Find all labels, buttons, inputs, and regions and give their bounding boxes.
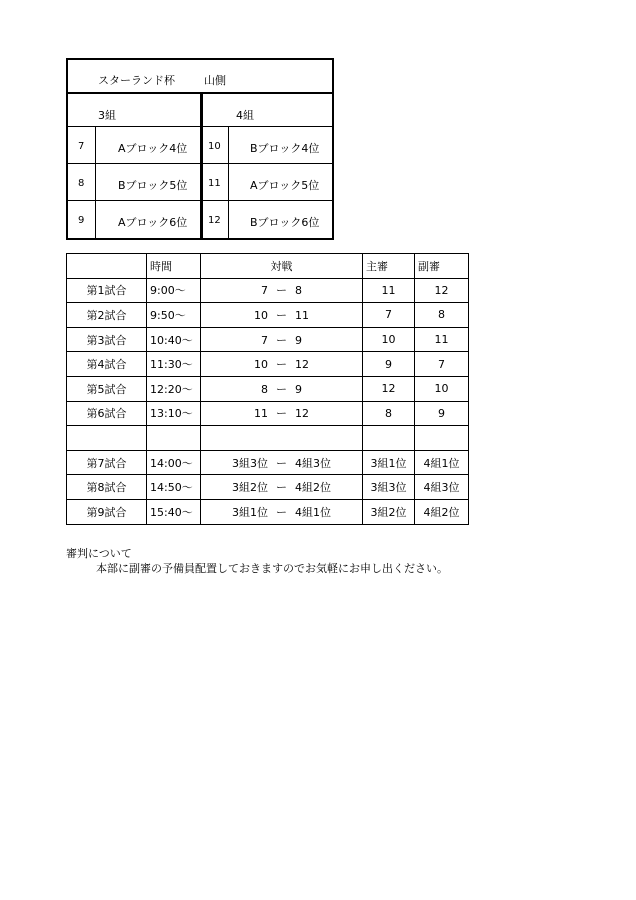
versus-dash: ー [276,481,287,495]
versus-dash: ー [276,407,287,421]
sub-referee: 8 [415,303,469,328]
game-label [67,426,147,451]
game-label: 第4試合 [67,352,147,377]
group-4-label: 4組 [236,109,254,122]
start-time: 11:30～ [147,352,201,377]
team-number: 8 [78,178,85,189]
schedule-row [67,278,469,303]
sub-referee: 12 [415,278,469,303]
game-label: 第5試合 [67,376,147,401]
team-a: 7 [261,333,268,347]
sub-referee: 7 [415,352,469,377]
main-referee [363,426,415,451]
team-number: 9 [78,215,85,226]
team-a: 3組2位 [232,481,268,495]
start-time [147,426,201,451]
start-time: 9:00～ [147,278,201,303]
side-label: 山側 [204,74,226,87]
matchup [201,401,363,426]
start-time: 14:00～ [147,450,201,475]
versus-dash: ー [276,358,287,372]
team-a: 3組1位 [232,505,268,519]
block-rank: Bブロック4位 [250,142,320,155]
start-time: 13:10～ [147,401,201,426]
schedule-row [67,303,469,328]
matchup [201,376,363,401]
match-schedule-table [66,253,469,525]
game-label: 第2試合 [67,303,147,328]
group-assignment-table [66,58,334,240]
block-row [68,201,332,238]
game-label: 第1試合 [67,278,147,303]
team-a: 10 [254,308,268,322]
game-label: 第8試合 [67,475,147,500]
team-b: 4組3位 [295,456,331,470]
referee-note-heading: 審判について [66,547,132,560]
schedule-row [67,352,469,377]
referee-note-body: 本部に副審の予備員配置しておきますのでお気軽にお申し出ください。 [96,562,448,575]
matchup [201,475,363,500]
matchup [201,450,363,475]
sub-referee: 4組3位 [415,475,469,500]
sub-referee: 10 [415,376,469,401]
team-number: 12 [208,215,221,226]
team-a: 10 [254,358,268,372]
block-rank: Aブロック5位 [250,179,320,192]
main-referee: 3組2位 [363,499,415,524]
header-sub-referee: 副審 [415,254,469,279]
block-row [68,127,332,164]
block-rank: Aブロック6位 [118,216,188,229]
start-time: 10:40～ [147,327,201,352]
main-referee: 10 [363,327,415,352]
game-label: 第9試合 [67,499,147,524]
main-referee: 11 [363,278,415,303]
main-referee: 12 [363,376,415,401]
team-number: 11 [208,178,221,189]
team-number: 7 [78,141,85,152]
team-a: 11 [254,407,268,421]
title-row [68,60,332,94]
team-a: 3組3位 [232,456,268,470]
main-referee: 9 [363,352,415,377]
team-number: 10 [208,141,221,152]
matchup [201,327,363,352]
main-referee: 3組1位 [363,450,415,475]
matchup [201,352,363,377]
schedule-row [67,376,469,401]
schedule-row [67,475,469,500]
header-main-referee: 主審 [363,254,415,279]
main-referee: 7 [363,303,415,328]
schedule-header-row [67,254,469,279]
header-time: 時間 [147,254,201,279]
start-time: 9:50～ [147,303,201,328]
main-referee: 8 [363,401,415,426]
versus-dash: ー [276,333,287,347]
block-rank: Bブロック6位 [250,216,320,229]
team-a: 8 [261,382,268,396]
game-label: 第3試合 [67,327,147,352]
game-label: 第6試合 [67,401,147,426]
sub-referee: 11 [415,327,469,352]
header-match: 対戦 [201,254,363,279]
schedule-row [67,450,469,475]
schedule-row [67,499,469,524]
team-b: 4組1位 [295,505,331,519]
team-b: 8 [295,284,302,298]
sub-referee: 4組1位 [415,450,469,475]
tournament-title: スターランド杯 [98,74,175,87]
versus-dash: ー [276,505,287,519]
game-label: 第7試合 [67,450,147,475]
sub-referee [415,426,469,451]
versus-dash: ー [276,308,287,322]
header-game [67,254,147,279]
sub-referee: 4組2位 [415,499,469,524]
versus-dash: ー [276,382,287,396]
matchup [201,278,363,303]
matchup [201,303,363,328]
team-b: 9 [295,382,302,396]
team-b: 11 [295,308,309,322]
matchup [201,426,363,451]
versus-dash: ー [276,284,287,298]
start-time: 15:40～ [147,499,201,524]
schedule-row [67,426,469,451]
schedule-row [67,401,469,426]
group-3-label: 3組 [98,109,116,122]
schedule-row [67,327,469,352]
matchup [201,499,363,524]
team-b: 9 [295,333,302,347]
team-a: 7 [261,284,268,298]
versus-dash: ー [276,456,287,470]
block-rank: Aブロック4位 [118,142,188,155]
team-b: 12 [295,358,309,372]
main-referee: 3組3位 [363,475,415,500]
team-b: 4組2位 [295,481,331,495]
team-b: 12 [295,407,309,421]
block-row [68,164,332,201]
sub-referee: 9 [415,401,469,426]
start-time: 12:20～ [147,376,201,401]
start-time: 14:50～ [147,475,201,500]
block-rank: Bブロック5位 [118,179,188,192]
